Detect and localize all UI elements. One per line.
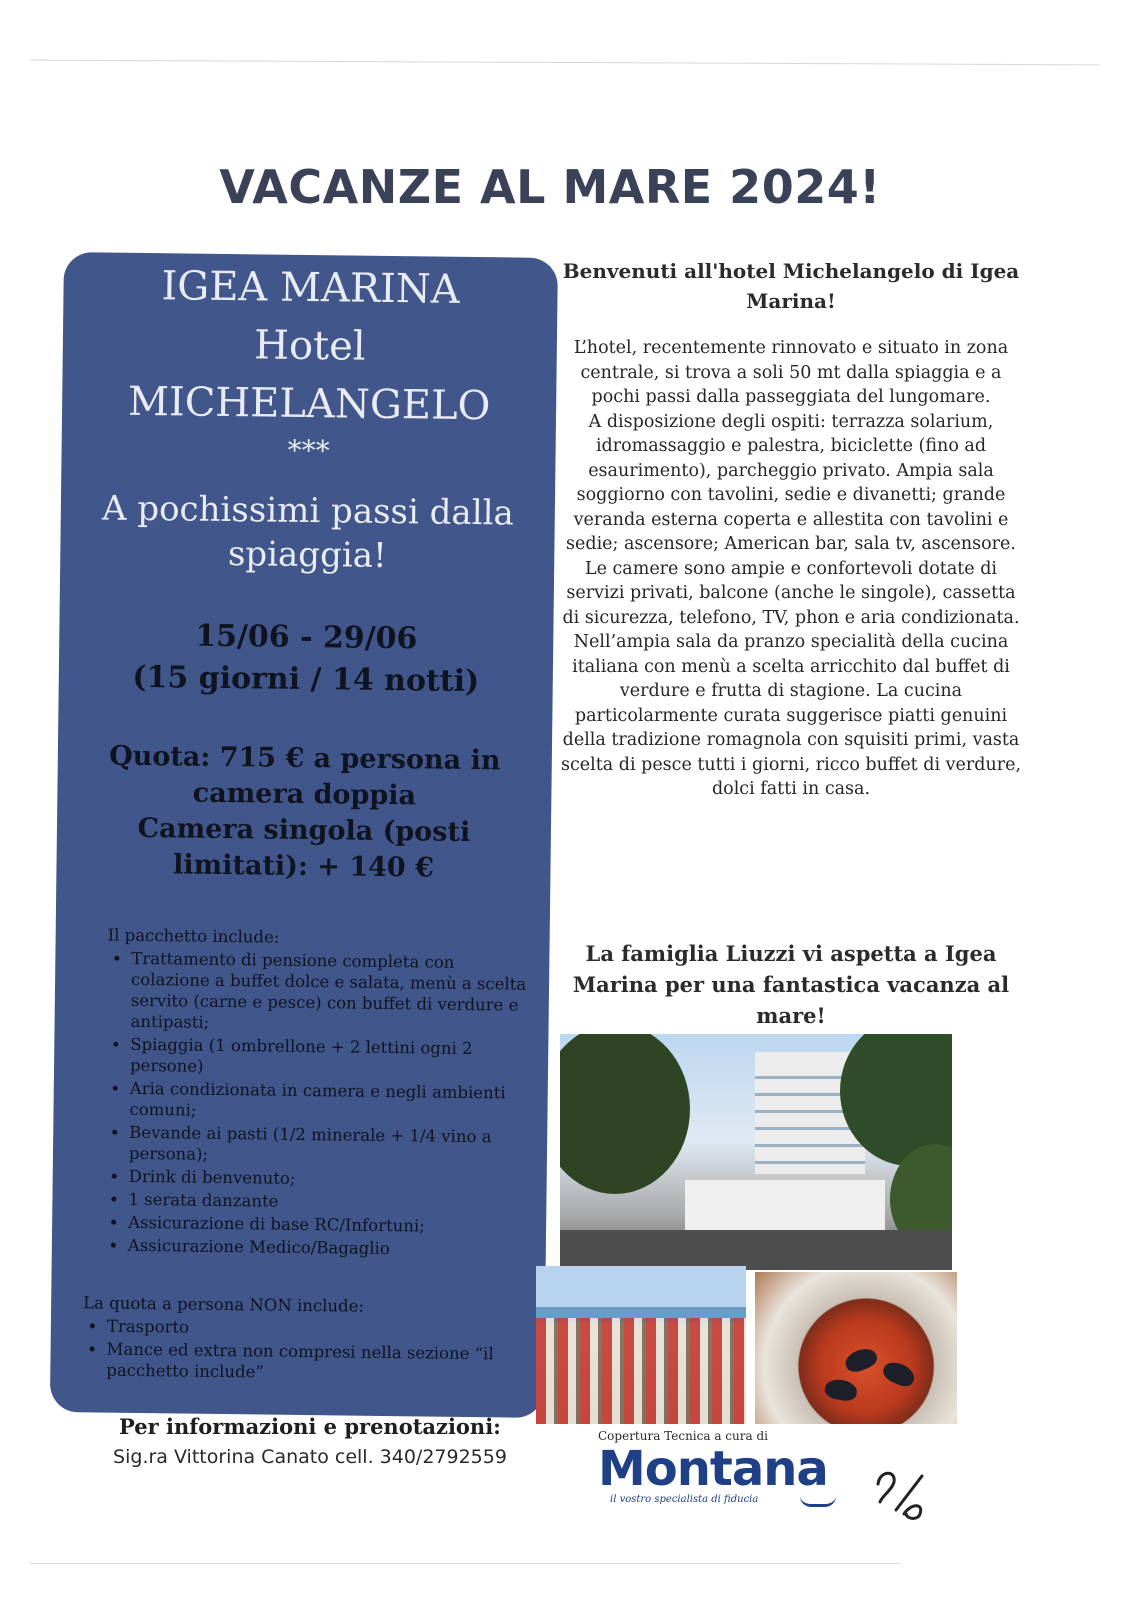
sponsor-slogan: il vostro specialista di fiducia: [610, 1494, 759, 1505]
list-item: • Spiaggia (1 ombrellone + 2 lettini ogni 2 persone): [130, 1034, 526, 1081]
offer-hero: [56, 252, 558, 888]
street-shape: [560, 1230, 952, 1270]
includes-list: [104, 948, 528, 1261]
offer-panel: [50, 252, 558, 1418]
list-item: • Assicurazione di base RC/Infortuni;: [128, 1212, 524, 1238]
package-excludes: [82, 1292, 503, 1387]
handwritten-mark-icon: [870, 1462, 930, 1522]
mussel-shape: [880, 1358, 917, 1390]
price-double: Quota: 715 € a persona in camera doppia: [109, 740, 501, 812]
closing-message: La famiglia Liuzzi vi aspetta a Igea Marina per una fantastica vacanza al mare!: [572, 941, 1010, 1028]
list-item: • Bevande ai pasti (1/2 minerale + 1/4 vino a persona);: [129, 1122, 525, 1169]
list-item: • Trattamento di pensione completa con colazione a buffet dolce e salata, menù a scelta servito (carne e pesce) con buffet di verdure e antipasti;: [130, 948, 527, 1037]
contact-title: Per informazioni e prenotazioni:: [119, 1414, 501, 1439]
page-title: VACANZE AL MARE 2024!: [219, 160, 881, 214]
stay-dates: 15/06 - 29/06: [194, 618, 418, 657]
welcome-heading: Benvenuti all'hotel Michelangelo di Igea Marina!: [562, 259, 1020, 313]
sponsor-logo: Montana: [598, 1441, 828, 1497]
hotel-stars: ***: [287, 433, 330, 468]
excludes-title: La quota a persona NON include:: [83, 1293, 365, 1316]
beach-umbrellas: [536, 1318, 746, 1424]
town-name: IGEA MARINA: [161, 263, 460, 313]
contact-person: Sig.ra Vittorina Canato cell. 340/2792559: [113, 1446, 507, 1468]
list-item: • Aria condizionata in camera e negli ambienti comuni;: [129, 1078, 525, 1125]
scan-edge-top: [30, 60, 1100, 66]
mussel-shape: [824, 1377, 859, 1402]
includes-title: Il pacchetto include:: [107, 925, 280, 947]
list-item: • Assicurazione Medico/Bagaglio: [128, 1235, 524, 1261]
list-item: • 1 serata danzante: [128, 1189, 524, 1215]
description-paragraph: Le camere sono ampie e confortevoli dotate di servizi privati, balcone (anche le singole), cassetta di sicurezza, telefono, TV, phon e aria condizionata.: [562, 558, 1020, 628]
price-single-supplement: Camera singola (posti limitati): + 140 €: [137, 812, 471, 884]
logo-swoosh-icon: [800, 1496, 836, 1507]
hotel-photo: [560, 1034, 952, 1270]
tagline: A pochissimi passi dalla spiaggia!: [101, 488, 514, 576]
food-photo: [755, 1272, 957, 1424]
stay-duration: (15 giorni / 14 notti): [132, 659, 480, 700]
description-paragraph: Nell’ampia sala da pranzo specialità della cucina italiana con menù a scelta arricchito dal buffet di verdure e frutta di stagione. La cucina particolarmente curata suggerisce piatti genuini della tradizione romagnola con squisiti primi, vasta scelta di pesce tutti i giorni, ricco buffet di verdure, dolci fatti in casa.: [560, 632, 1022, 799]
list-item: • Drink di benvenuto;: [129, 1166, 525, 1192]
contact-info: [60, 1412, 560, 1472]
scan-edge-bottom: [30, 1563, 900, 1564]
list-item: • Trasporto: [107, 1316, 503, 1342]
package-includes: [104, 925, 528, 1263]
description-paragraph: A disposizione degli ospiti: terrazza solarium, idromassaggio e palestra, biciclette (fino ad esaurimento), parcheggio privato. Ampia sala soggiorno con tavolini, sedie e divanetti; grande veranda esterna coperta e allestita con tavolini e sedie; ascensore; American bar, sala tv, ascensore.: [566, 411, 1016, 554]
tree-shape: [560, 1034, 690, 1194]
description-paragraph: L’hotel, recentemente rinnovato e situato in zona centrale, si trova a soli 50 mt dalla spiaggia e a pochi passi dalla passeggiata del lungomare.: [573, 338, 1009, 407]
hotel-label: Hotel: [253, 322, 366, 370]
hotel-description: [556, 336, 1026, 802]
list-item: • Mance ed extra non compresi nella sezione “il pacchetto include”: [106, 1339, 502, 1386]
excludes-list: [82, 1315, 503, 1385]
sponsor-caption: Copertura Tecnica a cura di: [598, 1429, 768, 1443]
hotel-name: MICHELANGELO: [127, 378, 491, 430]
beach-photo: [536, 1266, 746, 1424]
mussel-shape: [843, 1345, 880, 1375]
